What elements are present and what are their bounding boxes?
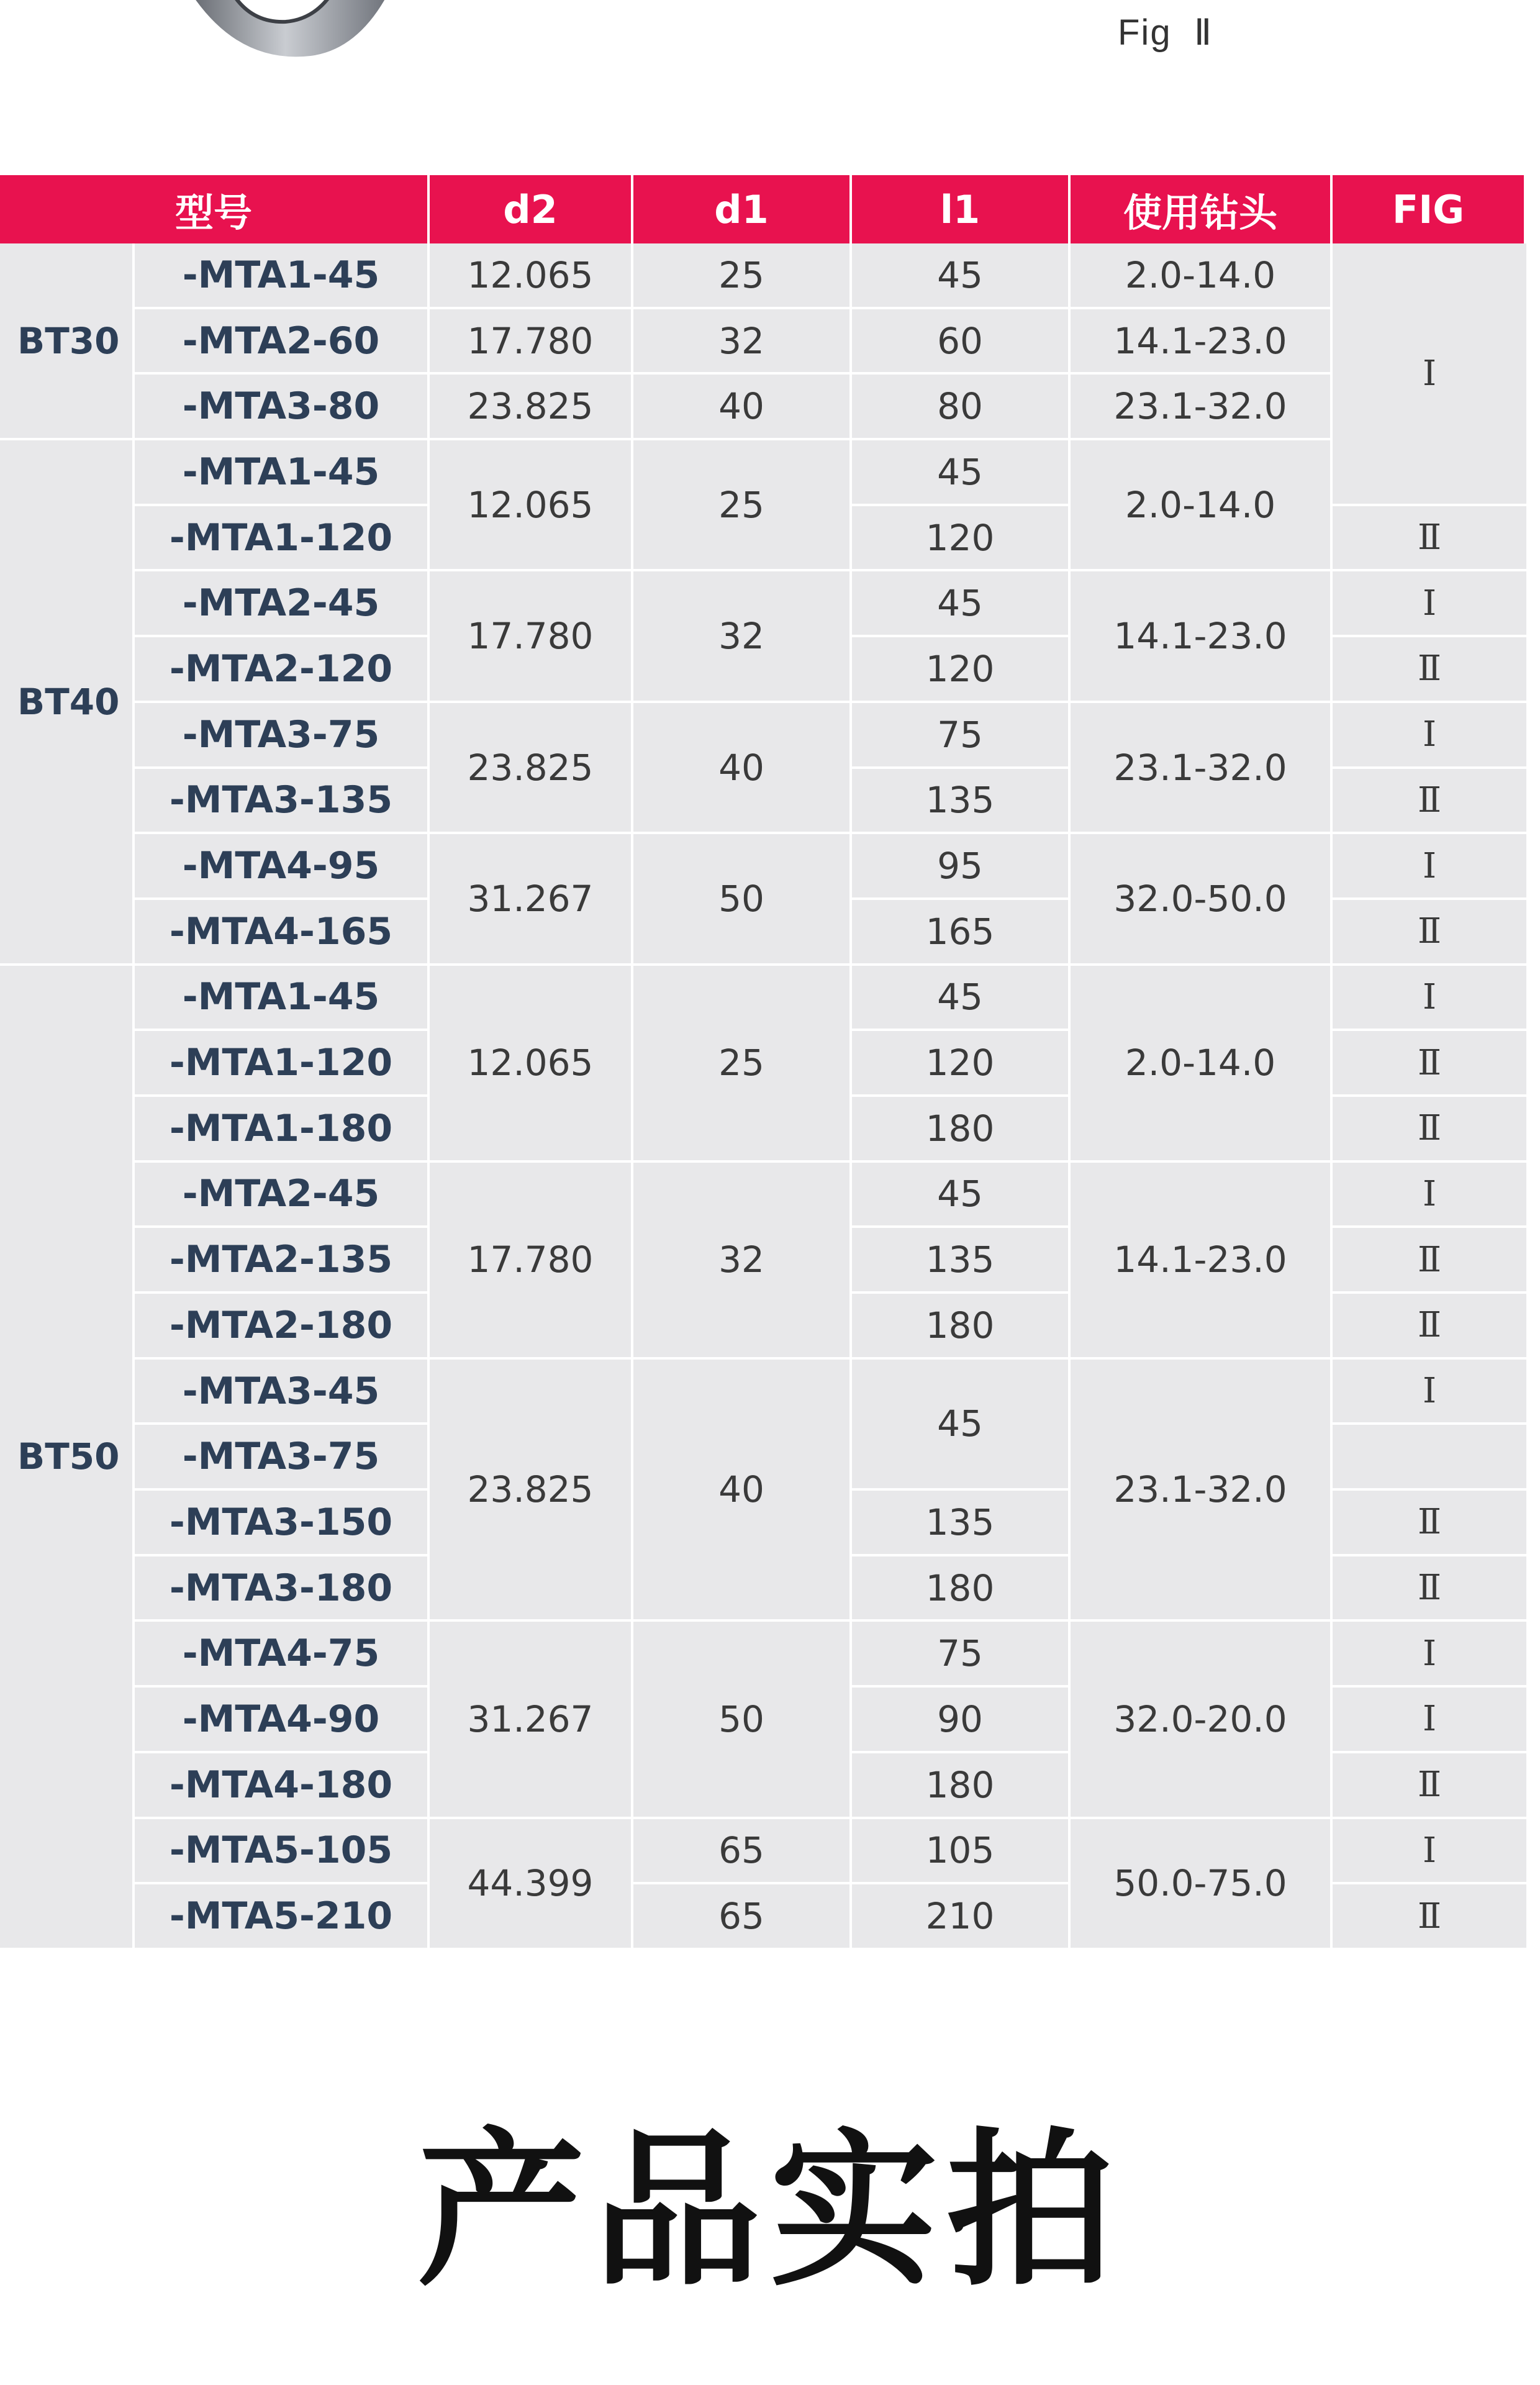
model-cell: -MTA2-180 bbox=[135, 1294, 430, 1360]
model-cell: -MTA1-45 bbox=[135, 243, 430, 309]
drill-cell: 32.0-50.0 bbox=[1071, 834, 1333, 965]
l1-cell: 45 bbox=[852, 1360, 1071, 1491]
fig-cell: Ⅰ bbox=[1333, 1688, 1526, 1753]
l1-cell: 180 bbox=[852, 1556, 1071, 1622]
l1-cell: 45 bbox=[852, 1163, 1071, 1229]
model-cell: -MTA4-165 bbox=[135, 900, 430, 966]
l1-cell: 135 bbox=[852, 1491, 1071, 1556]
fig-cell: Ⅰ bbox=[1333, 1360, 1526, 1425]
d1-cell: 40 bbox=[633, 375, 852, 440]
d1-cell: 25 bbox=[633, 966, 852, 1163]
model-cell: -MTA1-120 bbox=[135, 1031, 430, 1097]
fig-cell: Ⅱ bbox=[1333, 1753, 1526, 1819]
header-d2: d2 bbox=[430, 175, 633, 243]
l1-cell: 180 bbox=[852, 1294, 1071, 1360]
d1-cell: 32 bbox=[633, 571, 852, 702]
model-cell: -MTA2-60 bbox=[135, 309, 430, 375]
model-cell: -MTA5-105 bbox=[135, 1819, 430, 1885]
model-cell: -MTA2-120 bbox=[135, 637, 430, 703]
fig-cell: Ⅰ bbox=[1333, 1622, 1526, 1688]
d2-cell: 23.825 bbox=[430, 703, 633, 834]
d1-cell: 25 bbox=[633, 440, 852, 571]
l1-cell: 95 bbox=[852, 834, 1071, 900]
drill-cell: 50.0-75.0 bbox=[1071, 1819, 1333, 1950]
model-cell: -MTA1-45 bbox=[135, 440, 430, 506]
model-cell: -MTA5-210 bbox=[135, 1884, 430, 1950]
l1-cell: 120 bbox=[852, 637, 1071, 703]
drill-cell: 23.1-32.0 bbox=[1071, 375, 1333, 440]
fig-cell: Ⅰ bbox=[1333, 966, 1526, 1032]
model-cell: -MTA2-135 bbox=[135, 1228, 430, 1294]
fig-cell bbox=[1333, 1425, 1526, 1491]
model-cell: -MTA2-45 bbox=[135, 571, 430, 637]
model-cell: -MTA4-75 bbox=[135, 1622, 430, 1688]
model-cell: -MTA4-90 bbox=[135, 1688, 430, 1753]
l1-cell: 75 bbox=[852, 1622, 1071, 1688]
fig-cell: Ⅱ bbox=[1333, 506, 1526, 572]
header-drill: 使用钻头 bbox=[1071, 175, 1333, 243]
l1-cell: 90 bbox=[852, 1688, 1071, 1753]
d2-cell: 12.065 bbox=[430, 440, 633, 571]
l1-cell: 120 bbox=[852, 506, 1071, 572]
model-cell: -MTA3-75 bbox=[135, 1425, 430, 1491]
model-cell: -MTA3-75 bbox=[135, 703, 430, 769]
fig-cell: Ⅱ bbox=[1333, 1884, 1526, 1950]
l1-cell: 105 bbox=[852, 1819, 1071, 1885]
d2-cell: 31.267 bbox=[430, 1622, 633, 1819]
series-cell: BT30 bbox=[0, 243, 135, 440]
fig-cell: Ⅱ bbox=[1333, 1031, 1526, 1097]
d2-cell: 44.399 bbox=[430, 1819, 633, 1950]
model-cell: -MTA4-180 bbox=[135, 1753, 430, 1819]
l1-cell: 180 bbox=[852, 1097, 1071, 1163]
fig-cell: Ⅱ bbox=[1333, 1491, 1526, 1556]
drill-cell: 32.0-20.0 bbox=[1071, 1622, 1333, 1819]
series-cell: BT40 bbox=[0, 440, 135, 966]
spec-table bbox=[0, 175, 1526, 1950]
fig-cell: Ⅰ bbox=[1333, 703, 1526, 769]
d2-cell: 12.065 bbox=[430, 966, 633, 1163]
model-cell: -MTA3-180 bbox=[135, 1556, 430, 1622]
d1-cell: 40 bbox=[633, 703, 852, 834]
l1-cell: 180 bbox=[852, 1753, 1071, 1819]
model-cell: -MTA2-45 bbox=[135, 1163, 430, 1229]
l1-cell: 165 bbox=[852, 900, 1071, 966]
fig-cell: Ⅰ bbox=[1333, 834, 1526, 900]
fig-cell: Ⅱ bbox=[1333, 1097, 1526, 1163]
d1-cell: 65 bbox=[633, 1819, 852, 1885]
d2-cell: 17.780 bbox=[430, 571, 633, 702]
fig-cell: Ⅱ bbox=[1333, 637, 1526, 703]
drill-cell: 14.1-23.0 bbox=[1071, 1163, 1333, 1360]
section-title: 产品实拍 bbox=[417, 2113, 1123, 2309]
drill-cell: 23.1-32.0 bbox=[1071, 703, 1333, 834]
d1-cell: 50 bbox=[633, 1622, 852, 1819]
l1-cell: 135 bbox=[852, 769, 1071, 835]
top-figure-area bbox=[0, 0, 1540, 174]
drill-cell: 2.0-14.0 bbox=[1071, 243, 1333, 309]
model-cell: -MTA3-45 bbox=[135, 1360, 430, 1425]
l1-cell: 45 bbox=[852, 440, 1071, 506]
header-l1: l1 bbox=[852, 175, 1071, 243]
drill-cell: 14.1-23.0 bbox=[1071, 571, 1333, 702]
model-cell: -MTA1-180 bbox=[135, 1097, 430, 1163]
fig-cell: Ⅱ bbox=[1333, 1294, 1526, 1360]
l1-cell: 210 bbox=[852, 1884, 1071, 1950]
l1-cell: 75 bbox=[852, 703, 1071, 769]
tool-holder-image bbox=[155, 0, 416, 68]
d1-cell: 32 bbox=[633, 1163, 852, 1360]
d1-cell: 40 bbox=[633, 1360, 852, 1622]
model-cell: -MTA4-95 bbox=[135, 834, 430, 900]
d2-cell: 31.267 bbox=[430, 834, 633, 965]
header-model: 型号 bbox=[0, 175, 430, 243]
l1-cell: 120 bbox=[852, 1031, 1071, 1097]
fig-caption: Fig Ⅱ bbox=[1118, 12, 1213, 53]
fig-cell: Ⅱ bbox=[1333, 1228, 1526, 1294]
d2-cell: 17.780 bbox=[430, 309, 633, 375]
l1-cell: 135 bbox=[852, 1228, 1071, 1294]
fig-cell: Ⅰ bbox=[1333, 243, 1526, 506]
d2-cell: 12.065 bbox=[430, 243, 633, 309]
header-fig: FIG bbox=[1333, 175, 1526, 243]
l1-cell: 45 bbox=[852, 571, 1071, 637]
model-cell: -MTA1-120 bbox=[135, 506, 430, 572]
model-cell: -MTA1-45 bbox=[135, 966, 430, 1032]
fig-cell: Ⅱ bbox=[1333, 769, 1526, 835]
series-cell: BT50 bbox=[0, 966, 135, 1950]
d2-cell: 23.825 bbox=[430, 375, 633, 440]
drill-cell: 23.1-32.0 bbox=[1071, 1360, 1333, 1622]
l1-cell: 80 bbox=[852, 375, 1071, 440]
l1-cell: 45 bbox=[852, 966, 1071, 1032]
model-cell: -MTA3-80 bbox=[135, 375, 430, 440]
fig-cell: Ⅱ bbox=[1333, 1556, 1526, 1622]
d1-cell: 65 bbox=[633, 1884, 852, 1950]
drill-cell: 2.0-14.0 bbox=[1071, 440, 1333, 571]
drill-cell: 14.1-23.0 bbox=[1071, 309, 1333, 375]
d2-cell: 17.780 bbox=[430, 1163, 633, 1360]
fig-cell: Ⅰ bbox=[1333, 1819, 1526, 1885]
d2-cell: 23.825 bbox=[430, 1360, 633, 1622]
model-cell: -MTA3-135 bbox=[135, 769, 430, 835]
l1-cell: 45 bbox=[852, 243, 1071, 309]
fig-cell: Ⅰ bbox=[1333, 571, 1526, 637]
d1-cell: 32 bbox=[633, 309, 852, 375]
fig-cell: Ⅰ bbox=[1333, 1163, 1526, 1229]
l1-cell: 60 bbox=[852, 309, 1071, 375]
d1-cell: 50 bbox=[633, 834, 852, 965]
d1-cell: 25 bbox=[633, 243, 852, 309]
fig-cell: Ⅱ bbox=[1333, 900, 1526, 966]
header-d1: d1 bbox=[633, 175, 852, 243]
drill-cell: 2.0-14.0 bbox=[1071, 966, 1333, 1163]
model-cell: -MTA3-150 bbox=[135, 1491, 430, 1556]
